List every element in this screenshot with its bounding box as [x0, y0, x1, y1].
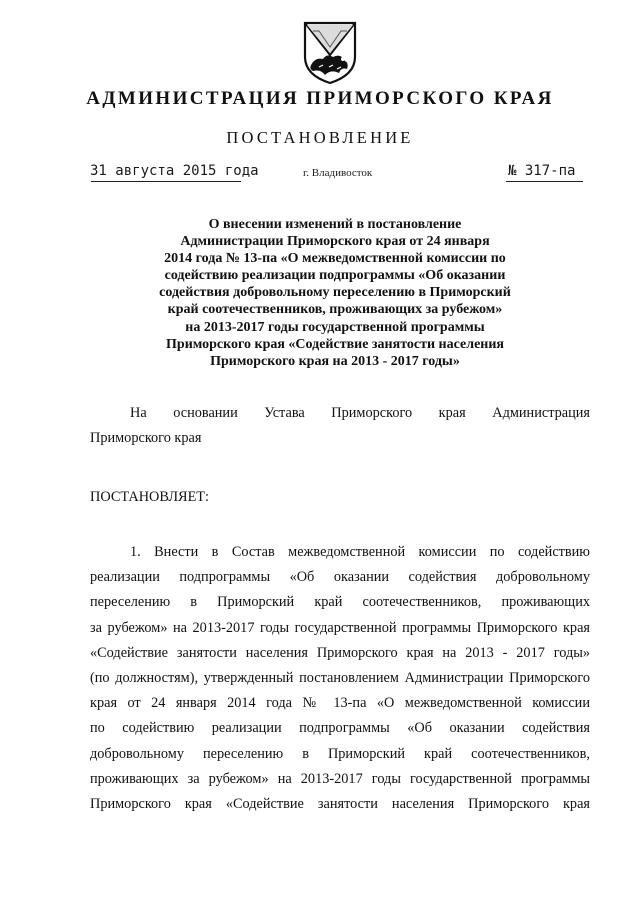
resolves-text: ПОСТАНОВЛЯЕТ: — [90, 489, 210, 505]
document-date — [90, 163, 259, 179]
paragraph-line: проживающих за рубежом» на 2013-2017 годы государственной программы — [90, 770, 590, 787]
title-line: содействию реализации подпрограммы «Об оказании — [164, 268, 506, 284]
paragraph-line: 1. Внести в Состав межведомственной комиссии по содействию — [130, 544, 590, 560]
date-suffix: года — [224, 163, 259, 179]
paragraph-line: Приморского края — [90, 430, 202, 447]
paragraph-line: добровольному переселению в Приморский край соотечественников, — [90, 745, 590, 762]
paragraph-line: по содействию реализации подпрограммы «Об оказании содействия — [90, 720, 590, 737]
paragraph-line: На основании Устава Приморского края Администрация — [130, 405, 590, 421]
primorsky-coat-of-arms-icon — [301, 17, 359, 85]
title-line: Приморского края на 2013 - 2017 годы» — [210, 353, 460, 369]
title-line: край соотечественников, проживающих за рубежом» — [167, 302, 503, 318]
title-line: О внесении изменений в постановление — [208, 217, 462, 232]
paragraph-line: (по должностям), утвержденный постановлением Администрации Приморского — [90, 669, 590, 686]
title-line: 2014 года № 13-па «О межведомственной комиссии по — [164, 251, 506, 267]
resolves-heading — [90, 485, 590, 510]
item-1-paragraph — [90, 540, 590, 817]
document-title — [140, 216, 530, 370]
title-line: Администрации Приморского края от 24 января — [180, 234, 490, 250]
date-value: 31 августа 2015 — [90, 163, 217, 179]
title-line: содействия добровольному переселению в Приморский — [159, 285, 511, 301]
city-name: г. Владивосток — [303, 167, 373, 179]
document-type: ПОСТАНОВЛЕНИЕ — [226, 128, 414, 147]
title-line: на 2013-2017 годы государственной программы — [185, 319, 485, 335]
organization-name: АДМИНИСТРАЦИЯ ПРИМОРСКОГО КРАЯ — [86, 88, 554, 109]
paragraph-line: «Содействие занятости населения Приморского края на 2013 - 2017 годы» — [90, 644, 590, 661]
document-number: № 317-па — [508, 163, 576, 179]
paragraph-line: Приморского края «Содействие занятости населения Приморского края — [90, 795, 590, 812]
paragraph-line: за рубежом» на 2013-2017 годы государственной программы Приморского края — [90, 619, 590, 636]
basis-paragraph — [90, 401, 590, 451]
number-underline — [506, 181, 583, 182]
title-line: Приморского края «Содействие занятости населения — [166, 336, 504, 352]
date-underline — [91, 181, 241, 182]
paragraph-line: края от 24 января 2014 года № 13-па «О межведомственной комиссии — [90, 695, 590, 712]
paragraph-line: переселению в Приморский край соотечественников, проживающих — [90, 594, 590, 611]
paragraph-line: реализации подпрограммы «Об оказании содействия добровольному — [90, 569, 590, 586]
